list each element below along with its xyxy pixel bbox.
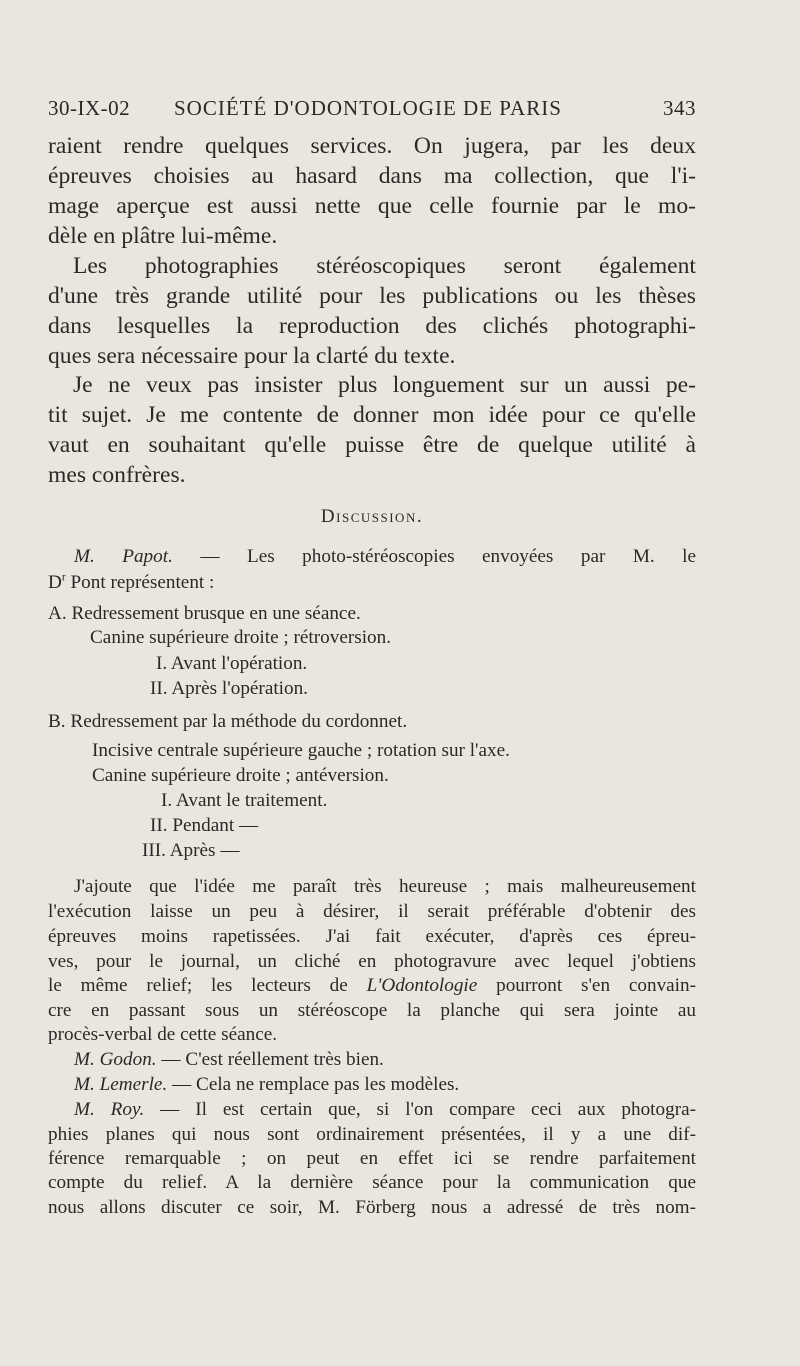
page-number: 343 [663,96,696,120]
speaker-name: M. Lemerle. [74,1074,168,1095]
text-fragment: pourront s'en convain- [477,975,696,996]
body-line: l'exécution laisse un peu à désirer, il serait préférable d'obtenir des [48,901,696,922]
text-fragment: le même relief; les lecteurs de [48,975,367,996]
roy-line [74,1099,696,1121]
list-a-subtitle: Canine supérieure droite ; rétroversion. [90,627,392,648]
list-a-title: A. Redressement brusque en une séance. [48,603,361,624]
list-item: III. Après — [142,840,240,861]
body-line: mage aperçue est aussi nette que celle fournie par le mo- [48,193,696,219]
journal-title: L'Odontologie [366,975,478,996]
speech-text: — C'est réellement très bien. [156,1049,384,1070]
body-line: cre en passant sous un stéréoscope la planche qui sera jointe au [48,1000,696,1021]
body-line: vaut en souhaitant qu'elle puisse être de quelque utilité à [48,432,696,458]
body-line: raient rendre quelques services. On jugera, par les deux [48,133,696,159]
body-line [48,975,696,997]
dr-abbrev: D [48,572,62,593]
body-line: ves, pour le journal, un cliché en photogravure avec lequel j'obtiens [48,951,696,972]
list-item: II. Après l'opération. [150,678,308,699]
body-line: dans lesquelles la reproduction des clichés photographi- [48,313,696,339]
papot-line-2 [48,572,696,594]
discussion-heading: Discussion. [320,506,424,527]
speech-text: — Cela ne remplace pas les modèles. [167,1074,460,1095]
lemerle-line [74,1074,696,1096]
body-line: phies planes qui nous sont ordinairement présentées, il y a une dif- [48,1124,696,1145]
body-line: mes confrères. [48,462,186,488]
body-line: férence remarquable ; on peut en effet ici se rendre parfaitement [48,1148,696,1169]
speaker-name: M. Papot. [74,546,173,567]
body-line: tit sujet. Je me contente de donner mon idée pour ce qu'elle [48,402,696,428]
godon-line [74,1049,696,1071]
body-line: procès-verbal de cette séance. [48,1024,278,1045]
body-line: épreuves moins rapetissées. J'ai fait exécuter, d'après ces épreu- [48,926,696,947]
body-line: dèle en plâtre lui-même. [48,223,278,249]
speech-text: — Il est certain que, si l'on compare ceci aux photogra- [144,1099,696,1120]
list-b-title: B. Redressement par la méthode du cordonnet. [48,711,408,732]
speech-text: — Les photo-stéréoscopies envoyées par M. le [200,546,696,567]
speaker-name: M. Roy. [74,1099,145,1120]
running-header [48,96,696,122]
list-item: I. Avant l'opération. [156,653,308,674]
list-item: I. Avant le traitement. [161,790,328,811]
speech-text: Pont représentent : [65,572,215,593]
body-line: Je ne veux pas insister plus longuement sur un aussi pe- [73,372,696,398]
dr-superscript: r [61,571,66,584]
body-line: Les photographies stéréoscopiques seront également [73,253,696,279]
body-line: compte du relief. A la dernière séance pour la communication que [48,1172,696,1193]
papot-line [74,546,696,568]
list-b-line: Canine supérieure droite ; antéversion. [92,765,389,786]
list-item: II. Pendant — [150,815,259,836]
body-line: nous allons discuter ce soir, M. Förberg nous a adressé de très nom- [48,1197,696,1218]
list-b-line: Incisive centrale supérieure gauche ; rotation sur l'axe. [92,740,510,761]
speaker-name: M. Godon. [74,1049,157,1070]
body-line: ques sera nécessaire pour la clarté du texte. [48,343,456,369]
body-line: d'une très grande utilité pour les publications ou les thèses [48,283,696,309]
body-line: épreuves choisies au hasard dans ma collection, que l'i- [48,163,696,189]
header-date: 30-IX-02 [48,96,131,120]
body-line: J'ajoute que l'idée me paraît très heureuse ; mais malheureusement [74,876,696,897]
header-title: SOCIÉTÉ D'ODONTOLOGIE DE PARIS [174,96,562,120]
